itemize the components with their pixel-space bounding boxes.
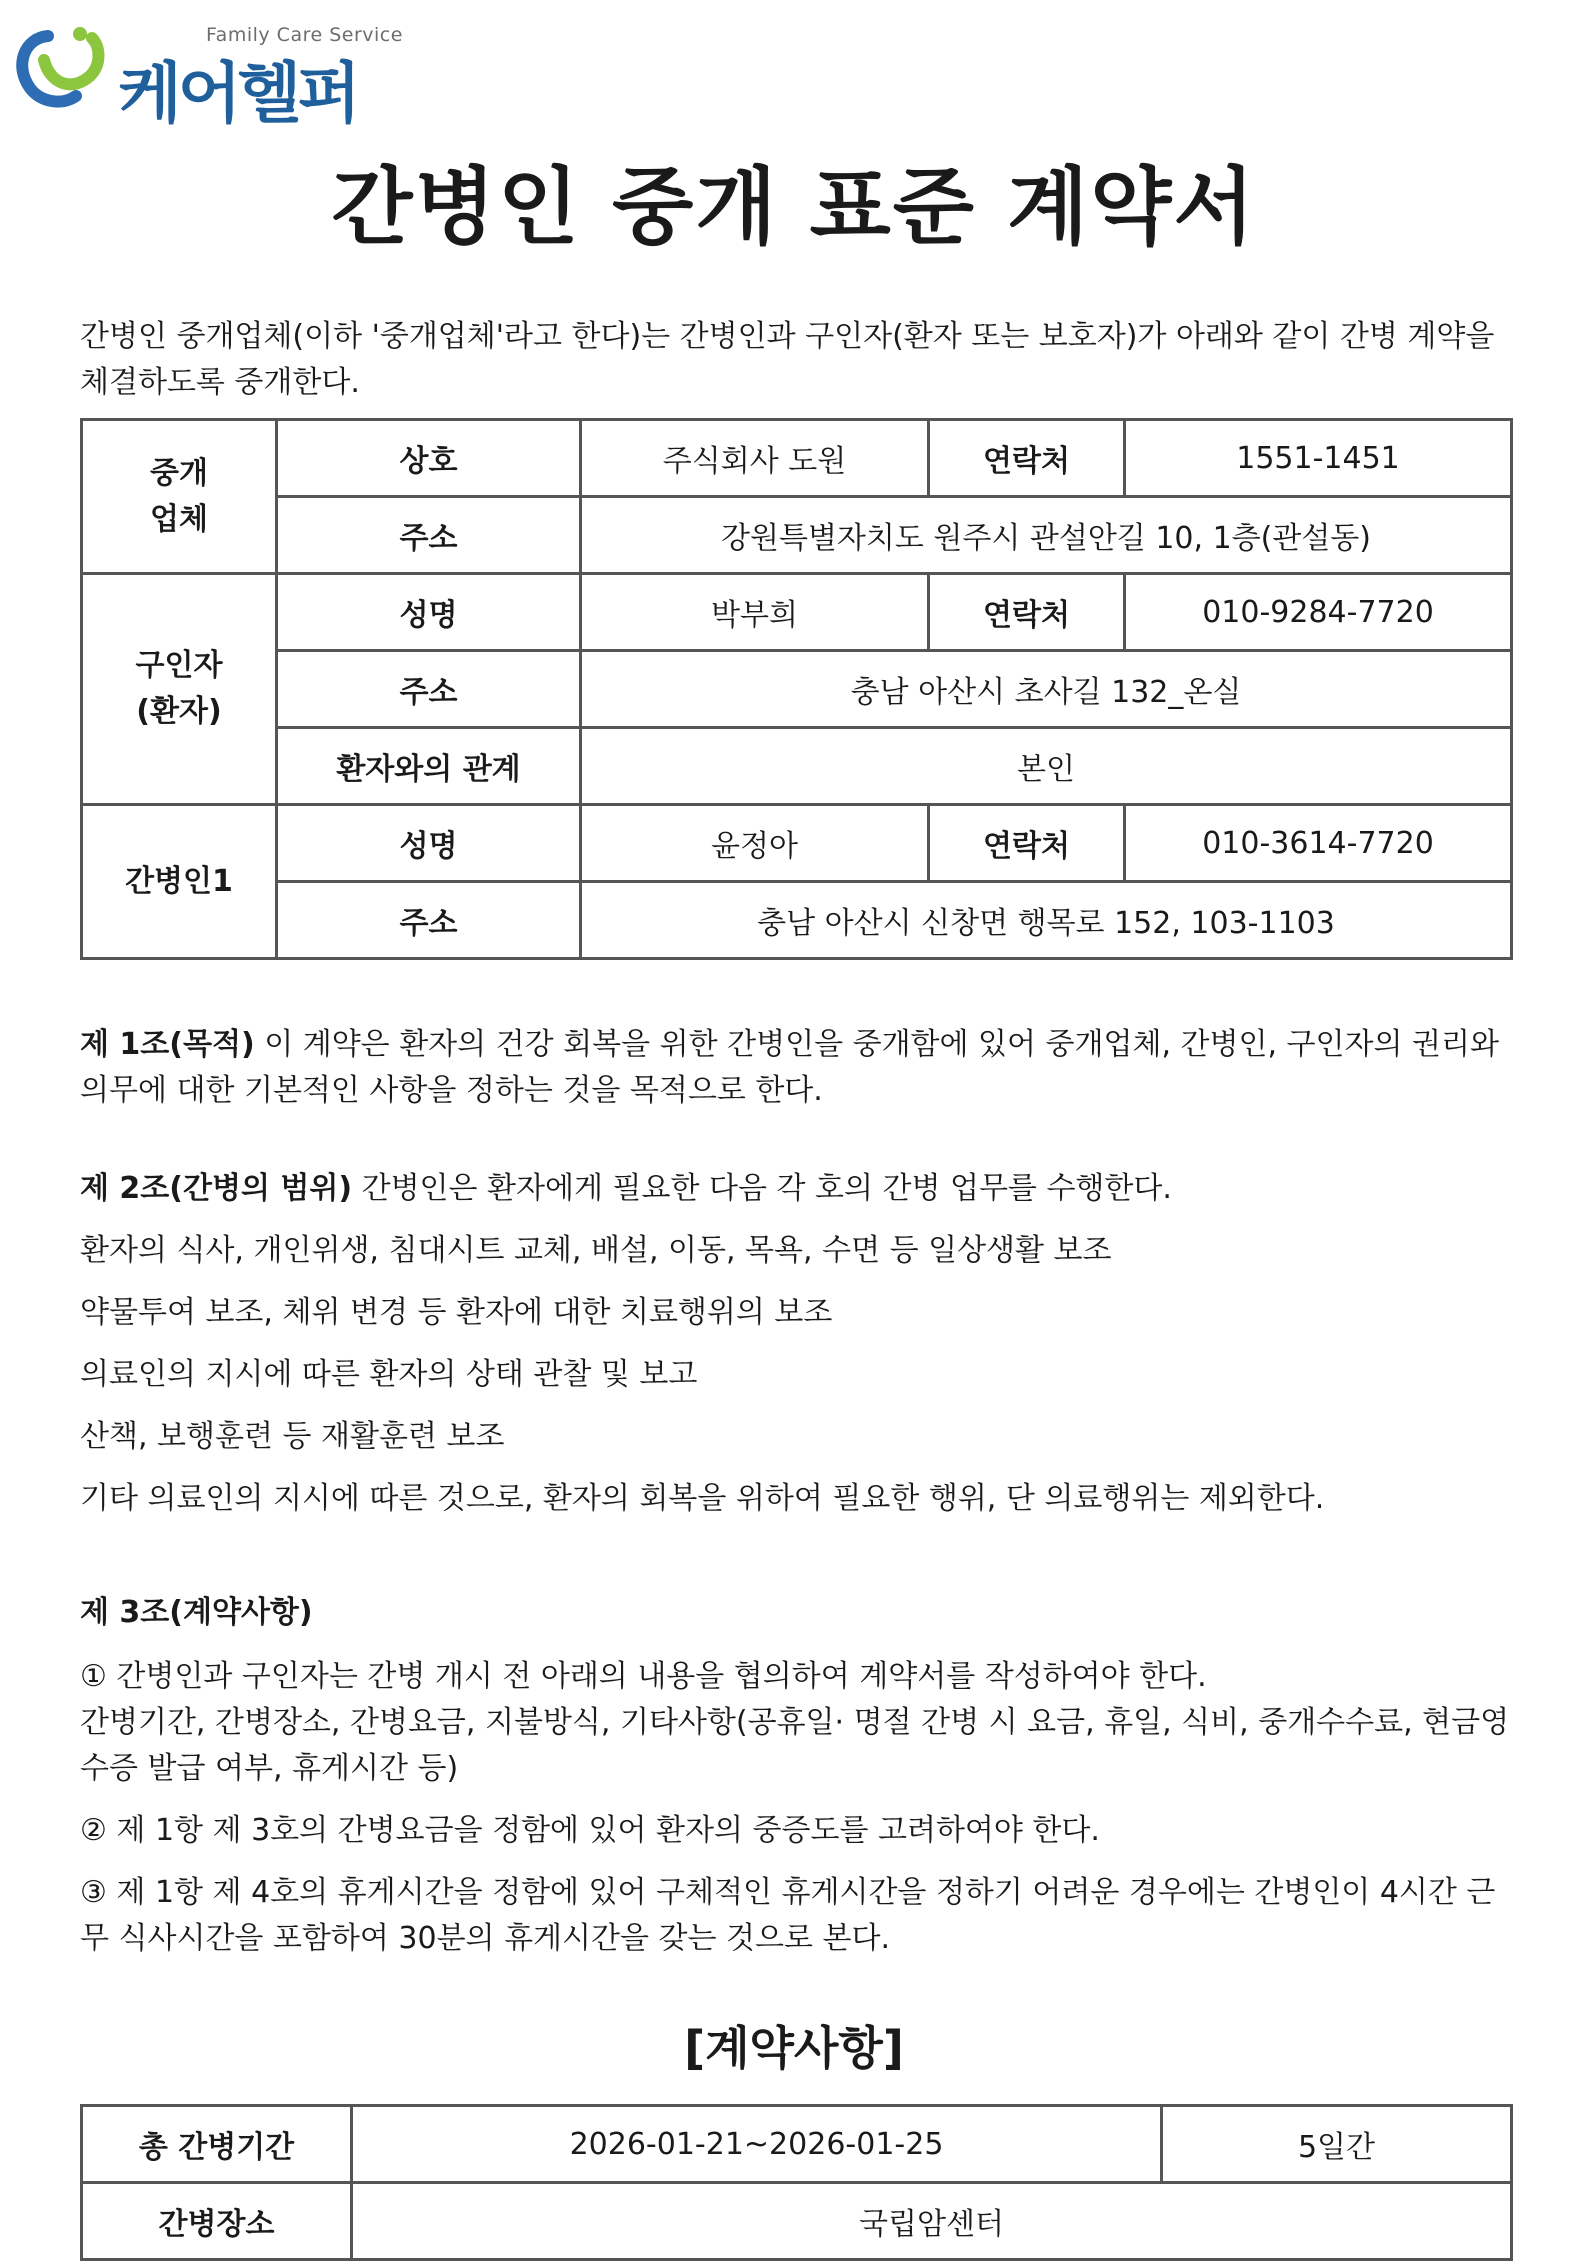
contract-table: [80, 2104, 1513, 2261]
caregiver-contact-label: 연락처: [929, 805, 1125, 882]
article-1-heading: 제 1조(목적): [80, 1027, 255, 1062]
caregiver-address-label: 주소: [277, 882, 581, 959]
table-row: [82, 2183, 1512, 2260]
logo-subtitle: Family Care Service: [206, 24, 403, 46]
place-label: 간병장소: [82, 2183, 352, 2260]
list-item: 기타 의료인의 지시에 따른 것으로, 환자의 회복을 위하여 필요한 행위, 단 의료행위는 제외한다.: [80, 1481, 1325, 1516]
article-3-clause-1: ① 간병인과 구인자는 간병 개시 전 아래의 내용을 협의하여 계약서를 작성하여야 한다.: [80, 1659, 1207, 1694]
table-row: [82, 497, 1512, 574]
client-relation-label: 환자와의 관계: [277, 728, 581, 805]
client-address-label: 주소: [277, 651, 581, 728]
party-info-table: [80, 418, 1513, 960]
client-group-label: 구인자 (환자): [82, 574, 277, 805]
article-3-clause-2: ② 제 1항 제 3호의 간병요금을 정함에 있어 환자의 중증도를 고려하여야 한다.: [80, 1813, 1100, 1848]
table-row: [82, 651, 1512, 728]
list-item: 약물투여 보조, 체위 변경 등 환자에 대한 치료행위의 보조: [80, 1295, 833, 1330]
agency-name-label: 상호: [277, 420, 581, 497]
client-contact: 010-9284-7720: [1125, 574, 1512, 651]
table-row: [82, 420, 1512, 497]
table-row: [82, 728, 1512, 805]
article-1: [80, 1022, 1510, 1114]
brand-logo: [10, 22, 410, 132]
document-title: 간병인 중개 표준 계약서: [331, 158, 1257, 256]
article-2-heading: 제 2조(간병의 범위): [80, 1171, 353, 1206]
caregiver-name: 윤정아: [581, 805, 929, 882]
care-helper-logo-icon: [10, 26, 110, 116]
period-label: 총 간병기간: [82, 2106, 352, 2183]
article-3-clause-3: ③ 제 1항 제 4호의 휴게시간을 정함에 있어 구체적인 휴게시간을 정하기 어려운 경우에는 간병인이 4시간 근무 식사시간을 포함하여 30분의 휴게시간을 갖는 것으로 본다.: [80, 1875, 1496, 1956]
agency-contact-label: 연락처: [929, 420, 1125, 497]
client-relation: 본인: [581, 728, 1512, 805]
caregiver-contact: 010-3614-7720: [1125, 805, 1512, 882]
table-row: [82, 882, 1512, 959]
agency-group-label: 중개 업체: [82, 420, 277, 574]
care-days: 5일간: [1162, 2106, 1512, 2183]
list-item: 환자의 식사, 개인위생, 침대시트 교체, 배설, 이동, 목욕, 수면 등 일상생활 보조: [80, 1233, 1112, 1268]
caregiver-group-label: 간병인1: [82, 805, 277, 959]
client-address: 충남 아산시 초사길 132_온실: [581, 651, 1512, 728]
article-2: [80, 1166, 1510, 1212]
list-item: 산책, 보행훈련 등 재활훈련 보조: [80, 1419, 505, 1454]
article-3-clause-1-items: 간병기간, 간병장소, 간병요금, 지불방식, 기타사항(공휴일· 명절 간병 시 요금, 휴일, 식비, 중개수수료, 현금영수증 발급 여부, 휴게시간 등): [80, 1705, 1510, 1786]
care-period: 2026-01-21~2026-01-25: [352, 2106, 1162, 2183]
contract-section-title: [계약사항]: [684, 2021, 904, 2075]
article-3-heading: 제 3조(계약사항): [80, 1595, 313, 1630]
caregiver-address: 충남 아산시 신창면 행목로 152, 103-1103: [581, 882, 1512, 959]
table-row: [82, 805, 1512, 882]
care-place: 국립암센터: [352, 2183, 1512, 2260]
agency-address: 강원특별자치도 원주시 관설안길 10, 1층(관설동): [581, 497, 1512, 574]
logo-name: 케어헬퍼: [118, 55, 358, 132]
agency-address-label: 주소: [277, 497, 581, 574]
caregiver-name-label: 성명: [277, 805, 581, 882]
client-contact-label: 연락처: [929, 574, 1125, 651]
table-row: [82, 2106, 1512, 2183]
client-name-label: 성명: [277, 574, 581, 651]
agency-name: 주식회사 도원: [581, 420, 929, 497]
client-name: 박부희: [581, 574, 929, 651]
list-item: 의료인의 지시에 따른 환자의 상태 관찰 및 보고: [80, 1357, 698, 1392]
table-row: [82, 574, 1512, 651]
intro-paragraph: 간병인 중개업체(이하 '중개업체'라고 한다)는 간병인과 구인자(환자 또는 보호자)가 아래와 같이 간병 계약을 체결하도록 중개한다.: [80, 319, 1495, 400]
agency-contact: 1551-1451: [1125, 420, 1512, 497]
article-1-text: 이 계약은 환자의 건강 회복을 위한 간병인을 중개함에 있어 중개업체, 간병인, 구인자의 권리와 의무에 대한 기본적인 사항을 정하는 것을 목적으로 한다.: [80, 1027, 1499, 1108]
article-2-text: 간병인은 환자에게 필요한 다음 각 호의 간병 업무를 수행한다.: [352, 1171, 1172, 1206]
